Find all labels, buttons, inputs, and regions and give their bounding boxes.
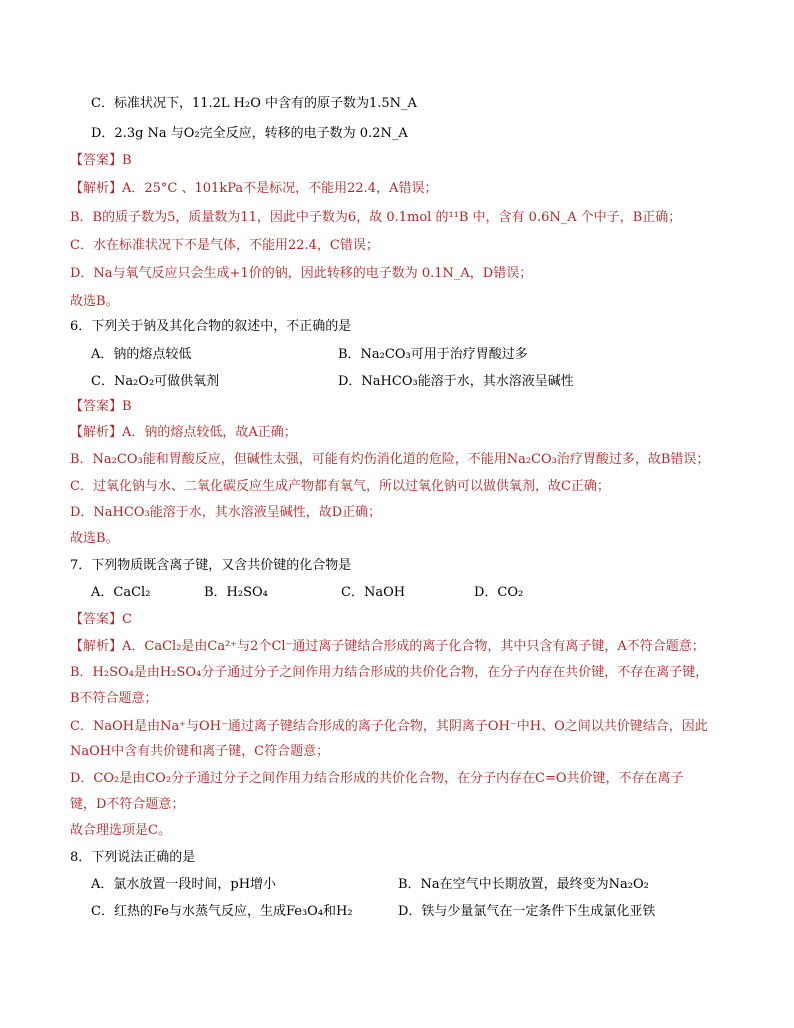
q5-option-d: D．2.3g Na 与O₂完全反应，转移的电子数为 0.2N_A	[91, 126, 408, 141]
q7-analysis-line-6: D．CO₂是由CO₂分子通过分子之间作用力结合形成的共价化合物，在分子内存在C=O共价键，不存在离子	[70, 771, 684, 786]
q7-answer: 【答案】C	[70, 612, 132, 627]
q7-stem: 7．下列物质既含离子键，又含共价键的化合物是	[70, 558, 352, 573]
q7-analysis-line-4: C．NaOH是由Na⁺与OH⁻通过离子键结合形成的离子化合物，其阴离子OH⁻中H、O之间以共价键结合，因此	[70, 719, 708, 734]
q6-analysis-line-1: 【解析】A．钠的熔点较低，故A正确；	[70, 425, 297, 440]
q7-analysis-line-3: B不符合题意；	[70, 691, 158, 706]
q8-stem: 8．下列说法正确的是	[70, 850, 196, 865]
q7-analysis-line-2: B．H₂SO₄是由H₂SO₄分子通过分子之间作用力结合形成的共价化合物，在分子内存在共价键，不存在离子键，	[70, 665, 709, 680]
q6-stem: 6．下列关于钠及其化合物的叙述中，不正确的是	[70, 319, 352, 334]
q5-analysis-line-1: 【解析】A．25°C 、101kPa不是标况，不能用22.4，A错误；	[70, 181, 438, 196]
q5-analysis-line-2: B．B的质子数为5，质量数为11，因此中子数为6，故 0.1mol 的¹¹B 中，含有 0.6N_A 个中子，B正确；	[70, 210, 682, 225]
q5-analysis-line-5: 故选B。	[70, 294, 119, 309]
q6-option-b: B．Na₂CO₃可用于治疗胃酸过多	[338, 347, 528, 362]
q7-option-a: A．CaCl₂	[91, 585, 151, 600]
q6-option-d: D．NaHCO₃能溶于水，其水溶液呈碱性	[338, 374, 574, 389]
q6-analysis-line-4: D．NaHCO₃能溶于水，其水溶液呈碱性，故D正确；	[70, 505, 382, 520]
q8-option-a: A．氯水放置一段时间，pH增小	[91, 877, 277, 892]
q7-analysis-line-1: 【解析】A．CaCl₂是由Ca²⁺与2个Cl⁻通过离子键结合形成的离子化合物，其中只含有离子键，A不符合题意；	[70, 639, 705, 654]
q8-option-b: B．Na在空气中长期放置，最终变为Na₂O₂	[398, 877, 649, 892]
q7-option-b: B．H₂SO₄	[204, 585, 268, 600]
q6-analysis-line-2: B．Na₂CO₃能和胃酸反应，但碱性太强，可能有灼伤消化道的危险，不能用Na₂CO₃治疗胃酸过多，故B错误；	[70, 452, 710, 467]
q7-option-c: C．NaOH	[341, 585, 406, 600]
q8-option-d: D．铁与少量氯气在一定条件下生成氯化亚铁	[398, 904, 656, 919]
q6-analysis-line-5: 故选B。	[70, 531, 119, 546]
q6-answer: 【答案】B	[70, 399, 132, 414]
q7-analysis-line-5: NaOH中含有共价键和离子键，C符合题意；	[70, 744, 330, 759]
q7-analysis-line-7: 键，D不符合题意；	[70, 797, 185, 812]
q6-option-a: A．钠的熔点较低	[91, 347, 192, 362]
q5-analysis-line-3: C．水在标准状况下不是气体，不能用22.4，C错误；	[70, 238, 379, 253]
q5-analysis-line-4: D．Na与氧气反应只会生成+1价的钠，因此转移的电子数为 0.1N_A，D错误；	[70, 266, 533, 281]
q7-analysis-line-8: 故合理选项是C。	[70, 823, 171, 838]
q7-option-d: D．CO₂	[474, 585, 524, 600]
q5-option-c: C．标准状况下，11.2L H₂O 中含有的原子数为1.5N_A	[91, 96, 417, 111]
q8-option-c: C．红热的Fe与水蒸气反应，生成Fe₃O₄和H₂	[91, 904, 353, 919]
q5-answer: 【答案】B	[70, 153, 132, 168]
q6-analysis-line-3: C．过氧化钠与水、二氧化碳反应生成产物都有氧气，所以过氧化钠可以做供氧剂，故C正确；	[70, 479, 610, 494]
q6-option-c: C．Na₂O₂可做供氧剂	[91, 374, 220, 389]
